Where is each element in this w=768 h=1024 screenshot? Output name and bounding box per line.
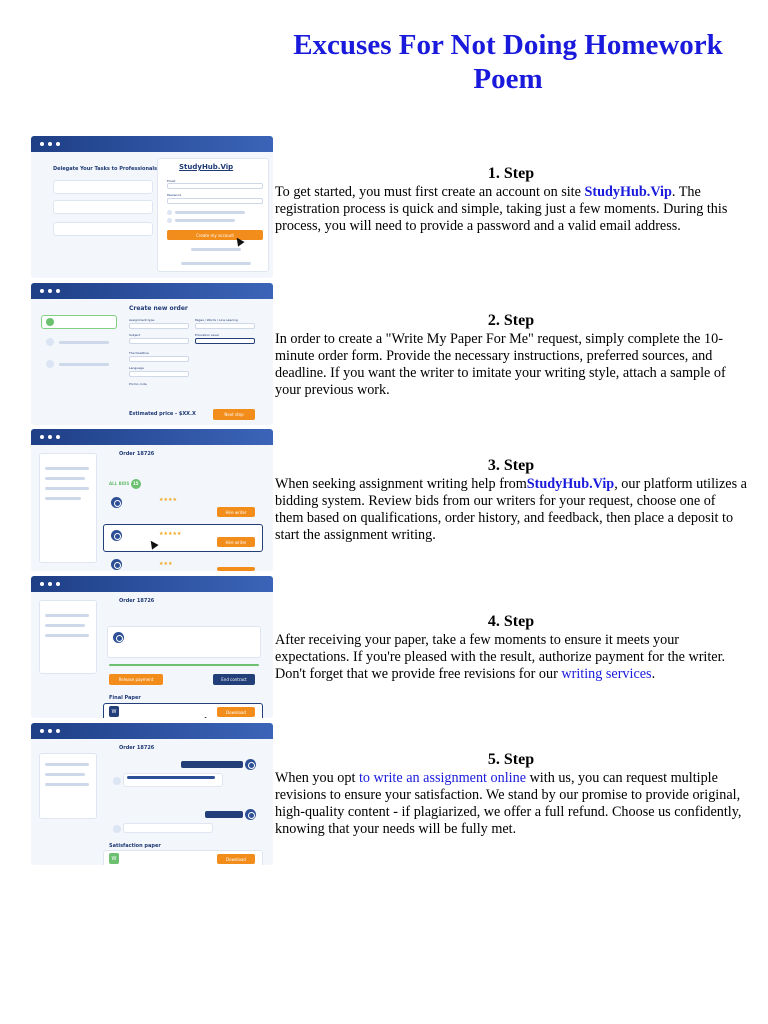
step-2-text (275, 311, 747, 399)
window-controls (31, 136, 273, 152)
language-field[interactable] (129, 371, 189, 377)
text: In order to create a "Write My Paper For Me" request, simply complete the 10-minute order form. Provide the necessary instructions, preferred sources, and deadline. If you want the writer to imitate your writing style, attach a sample of your previous work. (275, 331, 726, 398)
deadline-label: The Deadline (129, 351, 149, 355)
language-label: Language (129, 366, 144, 370)
text: with us, you can request multiple revisions to ensure your satisfaction. We stand by our promise to provide original, high-quality content - if plagiarized, we offer a full refund. Choose us confidently, knowing that your needs will be fully met. (275, 770, 742, 837)
user-avatar (245, 759, 256, 770)
step-paragraph (275, 331, 747, 399)
order-number: Order 18726 (119, 598, 155, 604)
text-line (45, 763, 89, 766)
text-line (59, 341, 109, 344)
step-paragraph (275, 184, 747, 235)
studyhub-link[interactable]: StudyHub.Vip (584, 184, 672, 200)
order-number: Order 18726 (119, 451, 155, 457)
final-paper-label: Final Paper (109, 695, 141, 701)
end-contract-button[interactable]: End contract (213, 674, 255, 685)
writer-avatar (113, 825, 121, 833)
step-paragraph (275, 632, 747, 683)
write-assignment-link[interactable]: to write an assignment online (358, 770, 527, 786)
email-label: Email (167, 179, 176, 183)
window-controls (31, 576, 273, 592)
chat-message (123, 823, 213, 833)
text-line (59, 363, 109, 366)
writer-avatar (111, 497, 122, 508)
text: , our platform utilizes a bidding system. Review bids from our writers for your request, choose one of them based on qualifications, order history, and feedback, then place a deposit to start the assignment writing. (275, 476, 747, 543)
writing-services-link[interactable]: writing services (561, 666, 652, 682)
step-circle (46, 338, 54, 346)
step-heading: 2. Step (487, 312, 535, 329)
hire-writer-button[interactable]: Hire writer (217, 507, 255, 517)
step-heading: 4. Step (487, 613, 535, 630)
delegate-heading: Delegate Your Tasks to Professionals (53, 166, 158, 172)
window-controls (31, 723, 273, 739)
window-controls (31, 429, 273, 445)
step-heading: 3. Step (487, 457, 535, 474)
step-2-screenshot (31, 283, 273, 425)
text: When you opt (275, 770, 359, 786)
text-line (45, 773, 85, 776)
text-line (45, 614, 89, 617)
promo-label: Promo code (129, 382, 147, 386)
word-file-icon: W (109, 706, 119, 717)
assignment-type-label: Assignment type (129, 318, 155, 322)
step-check-icon (46, 318, 54, 326)
chat-message (181, 761, 243, 768)
text-line (45, 783, 89, 786)
download-button[interactable]: Download (217, 707, 255, 717)
info-card (53, 222, 153, 236)
text: . (651, 666, 656, 682)
create-order-heading: Create new order (129, 305, 188, 312)
progress-bar (109, 664, 259, 666)
step-paragraph (275, 770, 747, 838)
page-title: Excuses For Not Doing Homework Poem (293, 29, 723, 95)
writer-avatar (111, 530, 122, 541)
step-paragraph (275, 476, 747, 544)
step-3-text (275, 456, 747, 544)
text: To get started, you must first create an account on site (275, 184, 585, 200)
download-button[interactable]: Download (217, 854, 255, 864)
text: After receiving your paper, take a few moments to ensure it meets your expectations. If you're pleased with the result, authorize payment for the writer. Don't forget that we provide free revisions for our (275, 632, 726, 682)
next-step-button[interactable]: Next step (213, 409, 255, 420)
user-avatar (245, 809, 256, 820)
text-line (175, 211, 245, 214)
order-number: Order 18726 (119, 745, 155, 751)
text-line (45, 477, 85, 480)
pages-field[interactable] (195, 323, 255, 329)
text-line (45, 624, 85, 627)
rating-stars-icon: ★★★ (159, 561, 173, 567)
step-1-screenshot (31, 136, 273, 278)
bid-count: 15 (133, 481, 139, 486)
education-label: Education Level (195, 333, 219, 337)
rating-stars-icon: ★★★★★ (159, 531, 182, 537)
text-line (45, 497, 81, 500)
text-line (181, 262, 251, 265)
text: . The registration process is quick and simple, taking just a few moments. During this process, you will need to provide a password and a valid email address. (275, 184, 728, 234)
text: When seeking assignment writing help from (275, 476, 527, 492)
text-line (191, 248, 241, 251)
step-heading: 1. Step (487, 165, 535, 182)
step-heading: 5. Step (487, 751, 535, 768)
hire-writer-button[interactable] (217, 567, 255, 571)
step-circle (46, 360, 54, 368)
subject-label: Subject (129, 333, 141, 337)
pages-label: Pages / Words / Line spacing (195, 318, 238, 322)
estimated-price: Estimated price - $XX.X (129, 411, 196, 417)
text-line (175, 219, 235, 222)
hire-writer-button[interactable]: Hire writer (217, 537, 255, 547)
step-3-screenshot (31, 429, 273, 571)
release-payment-button[interactable]: Release payment (109, 674, 163, 685)
text-line (45, 467, 89, 470)
word-file-icon: W (109, 853, 119, 864)
writer-card (107, 626, 261, 658)
step-4-text (275, 612, 747, 683)
rating-stars-icon: ★★★★ (159, 497, 177, 503)
step-1-text (275, 164, 747, 235)
signup-form (157, 158, 269, 272)
info-card (53, 200, 153, 214)
email-field[interactable] (167, 183, 263, 189)
info-card (53, 180, 153, 194)
step-5-screenshot (31, 723, 273, 865)
writer-avatar (113, 632, 124, 643)
writer-avatar (111, 559, 122, 570)
checkbox[interactable] (167, 210, 172, 215)
satisfaction-label: Satisfaction paper (109, 843, 161, 849)
all-bids-label: ALL BIDS (109, 481, 130, 486)
password-field[interactable] (167, 198, 263, 204)
sidebar-panel (39, 600, 97, 674)
chat-message (205, 811, 243, 818)
writer-avatar (113, 777, 121, 785)
step-5-text (275, 750, 747, 838)
brand-logo: StudyHub.Vip (179, 163, 234, 171)
education-field[interactable] (195, 338, 255, 344)
text-line (127, 776, 215, 779)
window-controls (31, 283, 273, 299)
text-line (45, 634, 89, 637)
assignment-type-field[interactable] (129, 323, 189, 329)
checkbox[interactable] (167, 218, 172, 223)
step-4-screenshot (31, 576, 273, 718)
studyhub-link[interactable]: StudyHub.Vip (526, 476, 615, 492)
password-label: Password (167, 193, 182, 197)
create-account-button[interactable]: Create my account (167, 230, 263, 240)
text-line (45, 487, 89, 490)
subject-field[interactable] (129, 338, 189, 344)
deadline-field[interactable] (129, 356, 189, 362)
